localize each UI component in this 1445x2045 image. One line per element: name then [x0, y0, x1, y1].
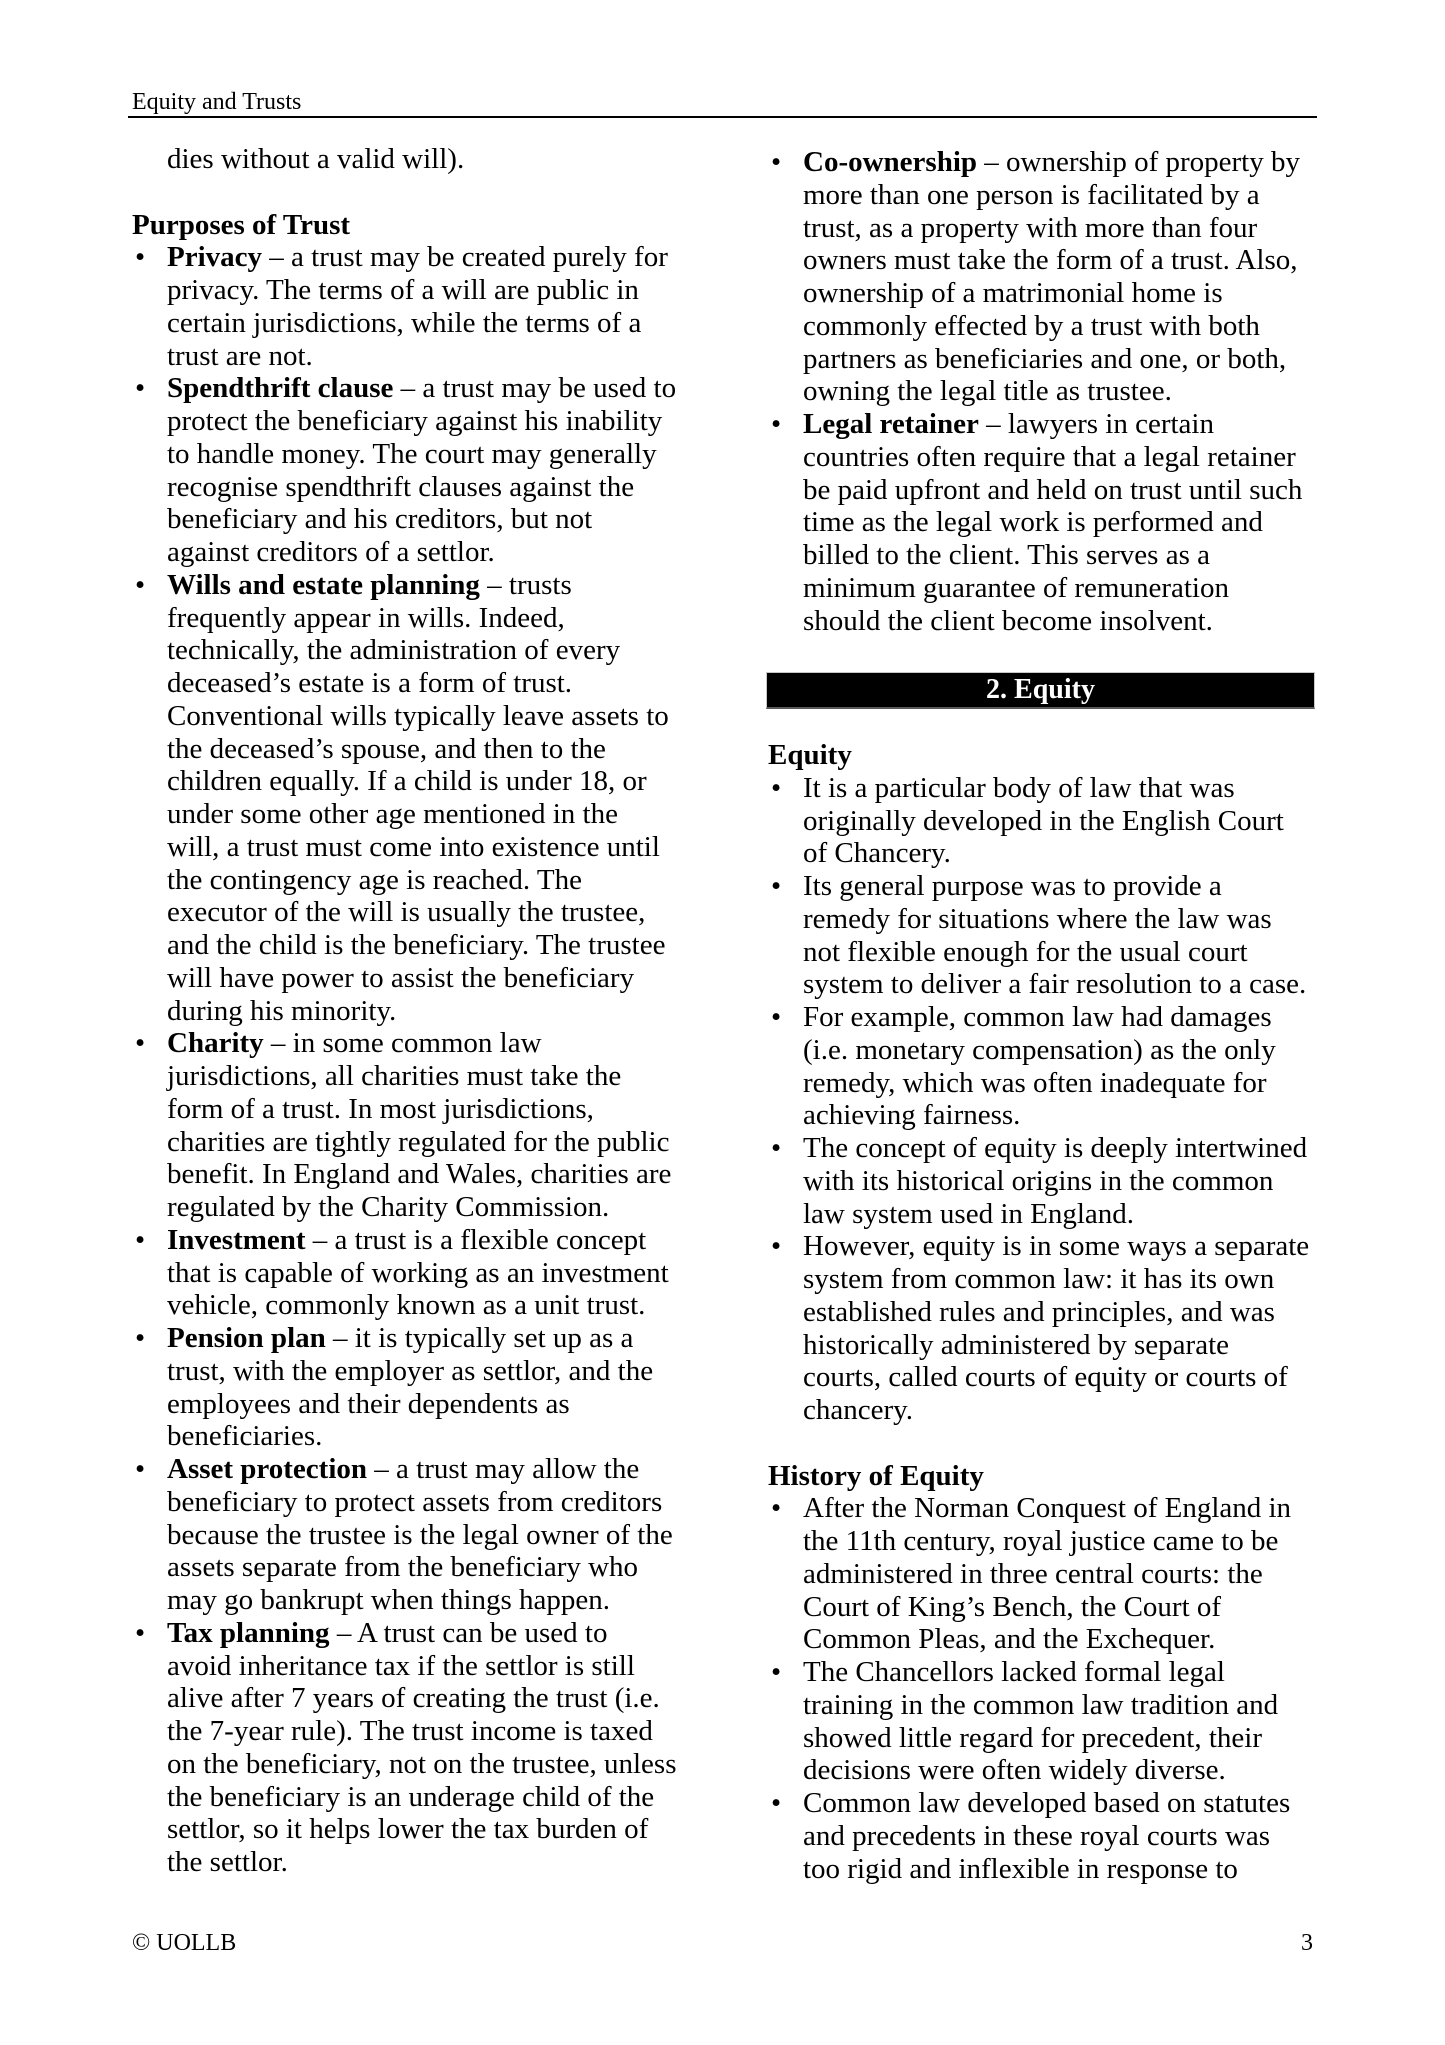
bullet-line	[768, 506, 1328, 539]
bullet-item	[132, 1027, 692, 1224]
bullet-lead-term: Spendthrift clause	[167, 372, 394, 405]
bullet-line	[768, 572, 1328, 605]
bullet-text: training in the common law tradition and	[803, 1688, 1279, 1721]
bullet-lead-term: Asset protection	[167, 1453, 368, 1485]
bullet-text: settlor, so it helps lower the tax burden of	[167, 1813, 649, 1846]
bullet-icon: •	[135, 1223, 146, 1256]
bullet-line	[768, 1001, 1328, 1034]
bullet-line	[768, 805, 1328, 838]
bullet-line	[768, 1361, 1328, 1394]
bullet-text: protect the beneficiary against his inability	[167, 405, 663, 437]
bullet-text: executor of the will is usually the trustee,	[167, 896, 646, 929]
bullet-line	[768, 936, 1328, 969]
bullet-line	[768, 1492, 1328, 1525]
bullet-item	[132, 241, 692, 372]
bullet-text: will have power to assist the beneficiary	[167, 961, 635, 994]
bullet-line	[768, 837, 1328, 870]
bullet-text: technically, the administration of every	[167, 634, 621, 667]
bullet-line	[768, 1853, 1328, 1886]
bullet-line	[768, 1230, 1328, 1263]
bullet-text: the beneficiary is an underage child of the	[167, 1780, 655, 1813]
bullet-line	[768, 1689, 1328, 1722]
bullet-icon: •	[135, 241, 146, 274]
bullet-line	[768, 1525, 1328, 1558]
bullet-text: Common Pleas, and the Exchequer.	[803, 1623, 1216, 1656]
bullet-text: trust are not.	[167, 339, 313, 372]
bullet-text: of Chancery.	[803, 837, 951, 870]
bullet-lead-term: Legal retainer	[803, 408, 979, 440]
bullet-line	[132, 667, 692, 700]
bullet-line	[768, 474, 1328, 507]
bullet-icon: •	[135, 1027, 146, 1060]
bullet-line	[768, 375, 1328, 408]
bullet-text: may go bankrupt when things happen.	[167, 1584, 610, 1616]
bullet-line	[132, 1224, 692, 1257]
bullet-text: commonly effected by a trust with both	[803, 309, 1260, 342]
bullet-line	[132, 536, 692, 569]
bullet-line	[132, 1650, 692, 1683]
bullet-line	[132, 602, 692, 635]
bullet-line	[768, 146, 1328, 179]
bullet-text: remedy, which was often inadequate for	[803, 1066, 1267, 1099]
bullet-text: – it is typically set up as a	[325, 1322, 634, 1354]
bullet-text: more than one person is facilitated by a	[803, 178, 1260, 211]
bullet-text: the 7-year rule). The trust income is taxed	[167, 1715, 653, 1747]
bullet-icon: •	[771, 1230, 782, 1263]
section-subheading: History of Equity	[768, 1459, 984, 1492]
bullet-line	[132, 1846, 692, 1879]
bullet-lead-term: Charity	[167, 1027, 264, 1060]
bullet-text: frequently appear in wills. Indeed,	[167, 601, 565, 634]
bullet-item	[768, 408, 1328, 637]
bullet-line	[132, 1158, 692, 1191]
bullet-text: beneficiaries.	[167, 1420, 323, 1453]
header-rule	[128, 116, 1317, 118]
right-column-top	[768, 146, 1328, 637]
bullet-line	[132, 1289, 692, 1322]
bullet-line	[132, 700, 692, 733]
bullet-line	[768, 1820, 1328, 1853]
bullet-text: ownership of a matrimonial home is	[803, 277, 1223, 309]
bullet-icon: •	[771, 146, 782, 178]
bullet-text: regulated by the Charity Commission.	[167, 1191, 610, 1223]
bullet-text: be paid upfront and held on trust until such	[803, 473, 1303, 506]
bullet-icon: •	[771, 1001, 782, 1033]
bullet-text: – ownership of property by	[977, 146, 1300, 178]
bullet-line	[132, 307, 692, 340]
bullet-text: beneficiary and his creditors, but not	[167, 503, 593, 536]
bullet-icon: •	[771, 1492, 782, 1525]
bullet-line	[768, 179, 1328, 212]
bullet-item	[132, 1453, 692, 1617]
bullet-text: achieving fairness.	[803, 1099, 1021, 1132]
bullet-text: children equally. If a child is under 18, or	[167, 765, 647, 798]
bullet-line	[768, 244, 1328, 277]
bullet-text: Common law developed based on statutes	[803, 1787, 1291, 1819]
bullet-line	[768, 1754, 1328, 1787]
bullet-text: benefit. In England and Wales, charities are	[167, 1158, 672, 1191]
bullet-line	[132, 1519, 692, 1552]
bullet-line	[768, 870, 1328, 903]
bullet-text: administered in three central courts: the	[803, 1557, 1263, 1590]
bullet-line	[132, 372, 692, 405]
bullet-text: will, a trust must come into existence until	[167, 830, 660, 863]
bullet-icon: •	[135, 1453, 146, 1485]
bullet-lead-term: Tax planning	[167, 1616, 330, 1649]
bullet-line	[132, 1453, 692, 1486]
bullet-line	[768, 310, 1328, 343]
bullet-text: – a trust may allow the	[367, 1453, 640, 1485]
bullet-text: owning the legal title as trustee.	[803, 375, 1172, 408]
bullet-text: against creditors of a settlor.	[167, 536, 495, 568]
bullet-icon: •	[771, 408, 782, 440]
bullet-item	[132, 1322, 692, 1453]
bullet-text: billed to the client. This serves as a	[803, 539, 1210, 571]
bullet-text: – a trust may be used to	[393, 372, 677, 405]
bullet-line	[132, 864, 692, 897]
bullet-line	[132, 798, 692, 831]
bullet-lead-term: Investment	[167, 1223, 306, 1256]
bullet-line	[132, 1420, 692, 1453]
bullet-line	[768, 903, 1328, 936]
bullet-line	[768, 1165, 1328, 1198]
running-header-title: Equity and Trusts	[132, 89, 302, 115]
bullet-icon: •	[135, 568, 146, 601]
bullet-line	[768, 1656, 1328, 1689]
bullet-text: The concept of equity is deeply intertwined	[803, 1132, 1308, 1164]
bullet-line	[132, 962, 692, 995]
bullet-line	[132, 1486, 692, 1519]
bullet-line	[132, 1027, 692, 1060]
section-subheading: Equity	[768, 739, 852, 771]
bullet-text: time as the legal work is performed and	[803, 506, 1263, 539]
bullet-line	[768, 539, 1328, 572]
bullet-text: – a trust is a flexible concept	[305, 1223, 647, 1256]
bullet-text: during his minority.	[167, 994, 397, 1027]
bullet-line	[768, 1132, 1328, 1165]
bullet-text: Its general purpose was to provide a	[803, 870, 1222, 902]
bullet-text: the contingency age is reached. The	[167, 863, 582, 896]
bullet-icon: •	[135, 1616, 146, 1649]
bullet-text: employees and their dependents as	[167, 1387, 570, 1420]
left-column	[132, 143, 692, 1879]
bullet-item	[768, 1656, 1328, 1787]
bullet-line	[768, 212, 1328, 245]
footer-page-number: 3	[1301, 1930, 1313, 1956]
bullet-text: jurisdictions, all charities must take the	[167, 1060, 622, 1092]
bullet-text: It is a particular body of law that was	[803, 771, 1235, 804]
blank-line	[132, 176, 692, 209]
bullet-text: (i.e. monetary compensation) as the only	[803, 1033, 1276, 1066]
bullet-line	[132, 733, 692, 766]
bullet-text: Court of King’s Bench, the Court of	[803, 1590, 1222, 1623]
bullet-text: originally developed in the English Court	[803, 804, 1284, 837]
bullet-text: chancery.	[803, 1394, 914, 1426]
bullet-text: on the beneficiary, not on the trustee, unless	[167, 1747, 677, 1780]
bullet-line	[132, 1748, 692, 1781]
bullet-line	[132, 1781, 692, 1814]
bullet-icon: •	[771, 771, 782, 804]
section-heading-bar	[766, 672, 1315, 709]
bullet-item	[768, 1787, 1328, 1885]
bullet-line	[768, 1034, 1328, 1067]
section-subheading: Purposes of Trust	[132, 208, 351, 241]
bullet-line	[132, 765, 692, 798]
bullet-text: form of a trust. In most jurisdictions,	[167, 1092, 594, 1125]
bullet-lead-term: Pension plan	[167, 1322, 326, 1354]
bullet-text: beneficiary to protect assets from creditors	[167, 1485, 663, 1518]
bullet-text: courts, called courts of equity or courts of	[803, 1361, 1288, 1394]
bullet-text: charities are tightly regulated for the public	[167, 1125, 670, 1158]
bullet-line	[132, 1617, 692, 1650]
bullet-text: alive after 7 years of creating the trust (i.e.	[167, 1682, 660, 1715]
bullet-line	[768, 1296, 1328, 1329]
bullet-line	[132, 1813, 692, 1846]
bullet-text: – A trust can be used to	[329, 1616, 608, 1649]
bullet-line	[132, 1257, 692, 1290]
bullet-text: privacy. The terms of a will are public in	[167, 274, 639, 306]
bullet-line	[132, 569, 692, 602]
bullet-text: historically administered by separate	[803, 1328, 1229, 1361]
bullet-line	[768, 1722, 1328, 1755]
bullet-line	[768, 605, 1328, 638]
bullet-line	[132, 471, 692, 504]
section-heading-title: 2. Equity	[986, 674, 1095, 705]
bullet-item	[768, 772, 1328, 870]
bullet-text: that is capable of working as an investment	[167, 1256, 669, 1289]
bullet-text: After the Norman Conquest of England in	[803, 1492, 1292, 1525]
bullet-text: countries often require that a legal retainer	[803, 440, 1296, 473]
right-column-bottom	[768, 739, 1328, 1885]
bullet-lead-term: Wills and estate planning	[167, 568, 480, 601]
bullet-item	[768, 1001, 1328, 1132]
bullet-item	[132, 1617, 692, 1879]
bullet-text: showed little regard for precedent, their	[803, 1721, 1262, 1754]
paragraph-line: dies without a valid will).	[167, 143, 465, 175]
bullet-text: trust, as a property with more than four	[803, 211, 1258, 244]
bullet-line	[132, 1388, 692, 1421]
bullet-text: avoid inheritance tax if the settlor is still	[167, 1649, 635, 1682]
bullet-line	[132, 929, 692, 962]
bullet-line	[132, 634, 692, 667]
bullet-lead-term: Co-ownership	[803, 146, 978, 178]
bullet-line	[132, 1191, 692, 1224]
bullet-line	[132, 1126, 692, 1159]
bullet-line	[132, 1093, 692, 1126]
bullet-icon: •	[771, 1132, 782, 1164]
bullet-text: certain jurisdictions, while the terms of a	[167, 306, 642, 339]
bullet-text: Conventional wills typically leave assets to	[167, 699, 669, 732]
bullet-line	[132, 1682, 692, 1715]
bullet-item	[132, 1224, 692, 1322]
bullet-text: the deceased’s spouse, and then to the	[167, 732, 606, 765]
bullet-line	[768, 1591, 1328, 1624]
bullet-text: with its historical origins in the common	[803, 1164, 1274, 1197]
bullet-text: deceased’s estate is a form of trust.	[167, 667, 573, 699]
bullet-item	[132, 372, 692, 569]
bullet-line	[132, 831, 692, 864]
bullet-line	[768, 772, 1328, 805]
bullet-line	[768, 968, 1328, 1001]
bullet-line	[768, 343, 1328, 376]
bullet-line	[132, 1584, 692, 1617]
bullet-text: and the child is the beneficiary. The trustee	[167, 929, 666, 961]
bullet-text: partners as beneficiaries and one, or both,	[803, 342, 1287, 375]
bullet-text: – a trust may be created purely for	[262, 241, 668, 274]
bullet-line	[132, 896, 692, 929]
bullet-line	[132, 438, 692, 471]
bullet-item	[132, 569, 692, 1028]
bullet-icon: •	[135, 1322, 146, 1354]
bullet-text: recognise spendthrift clauses against the	[167, 470, 635, 503]
bullet-text: system to deliver a fair resolution to a case.	[803, 968, 1307, 1001]
bullet-line	[132, 1322, 692, 1355]
bullet-item	[768, 870, 1328, 1001]
bullet-line	[132, 503, 692, 536]
bullet-text: the settlor.	[167, 1846, 288, 1878]
bullet-text: trust, with the employer as settlor, and the	[167, 1354, 654, 1387]
bullet-line	[768, 1329, 1328, 1362]
bullet-item	[768, 1230, 1328, 1427]
bullet-text: The Chancellors lacked formal legal	[803, 1656, 1225, 1688]
bullet-text: decisions were often widely diverse.	[803, 1754, 1226, 1787]
blank-line	[768, 1427, 1328, 1460]
bullet-text: However, equity is in some ways a separate	[803, 1230, 1310, 1263]
bullet-text: owners must take the form of a trust. Also,	[803, 244, 1298, 277]
bullet-icon: •	[771, 1787, 782, 1819]
bullet-line	[768, 1623, 1328, 1656]
bullet-text: because the trustee is the legal owner of the	[167, 1518, 673, 1551]
bullet-line	[132, 274, 692, 307]
bullet-line	[768, 408, 1328, 441]
bullet-line	[768, 1067, 1328, 1100]
bullet-text: vehicle, commonly known as a unit trust.	[167, 1289, 646, 1322]
bullet-line	[768, 441, 1328, 474]
bullet-text: not flexible enough for the usual court	[803, 935, 1248, 968]
bullet-icon: •	[135, 372, 146, 405]
bullet-line	[768, 1263, 1328, 1296]
bullet-text: should the client become insolvent.	[803, 604, 1213, 637]
bullet-item	[768, 1492, 1328, 1656]
footer-copyright: © UOLLB	[132, 1930, 237, 1956]
bullet-text: law system used in England.	[803, 1197, 1135, 1230]
bullet-text: For example, common law had damages	[803, 1001, 1272, 1033]
bullet-text: too rigid and inflexible in response to	[803, 1852, 1238, 1885]
bullet-text: to handle money. The court may generally	[167, 437, 657, 470]
bullet-text: the 11th century, royal justice came to be	[803, 1525, 1279, 1557]
bullet-line	[768, 277, 1328, 310]
bullet-text: under some other age mentioned in the	[167, 798, 618, 830]
bullet-line	[132, 405, 692, 438]
bullet-line	[768, 1558, 1328, 1591]
bullet-text: and precedents in these royal courts was	[803, 1819, 1271, 1852]
bullet-text: assets separate from the beneficiary who	[167, 1551, 639, 1584]
bullet-lead-term: Privacy	[167, 241, 263, 274]
bullet-line	[132, 241, 692, 274]
bullet-icon: •	[771, 1656, 782, 1688]
bullet-line	[132, 1551, 692, 1584]
bullet-text: minimum guarantee of remuneration	[803, 571, 1229, 604]
bullet-text: remedy for situations where the law was	[803, 902, 1272, 935]
bullet-item	[768, 146, 1328, 408]
bullet-text: – in some common law	[263, 1027, 542, 1060]
bullet-text: – trusts	[479, 568, 572, 601]
bullet-line	[768, 1787, 1328, 1820]
bullet-line	[132, 995, 692, 1028]
bullet-text: established rules and principles, and was	[803, 1295, 1275, 1328]
bullet-item	[768, 1132, 1328, 1230]
bullet-line	[768, 1394, 1328, 1427]
bullet-line	[132, 340, 692, 373]
bullet-text: system from common law: it has its own	[803, 1263, 1275, 1295]
bullet-line	[768, 1198, 1328, 1231]
bullet-line	[132, 1355, 692, 1388]
bullet-line	[132, 1060, 692, 1093]
bullet-line	[768, 1099, 1328, 1132]
bullet-icon: •	[771, 870, 782, 902]
bullet-line	[132, 1715, 692, 1748]
bullet-text: – lawyers in certain	[978, 408, 1214, 440]
